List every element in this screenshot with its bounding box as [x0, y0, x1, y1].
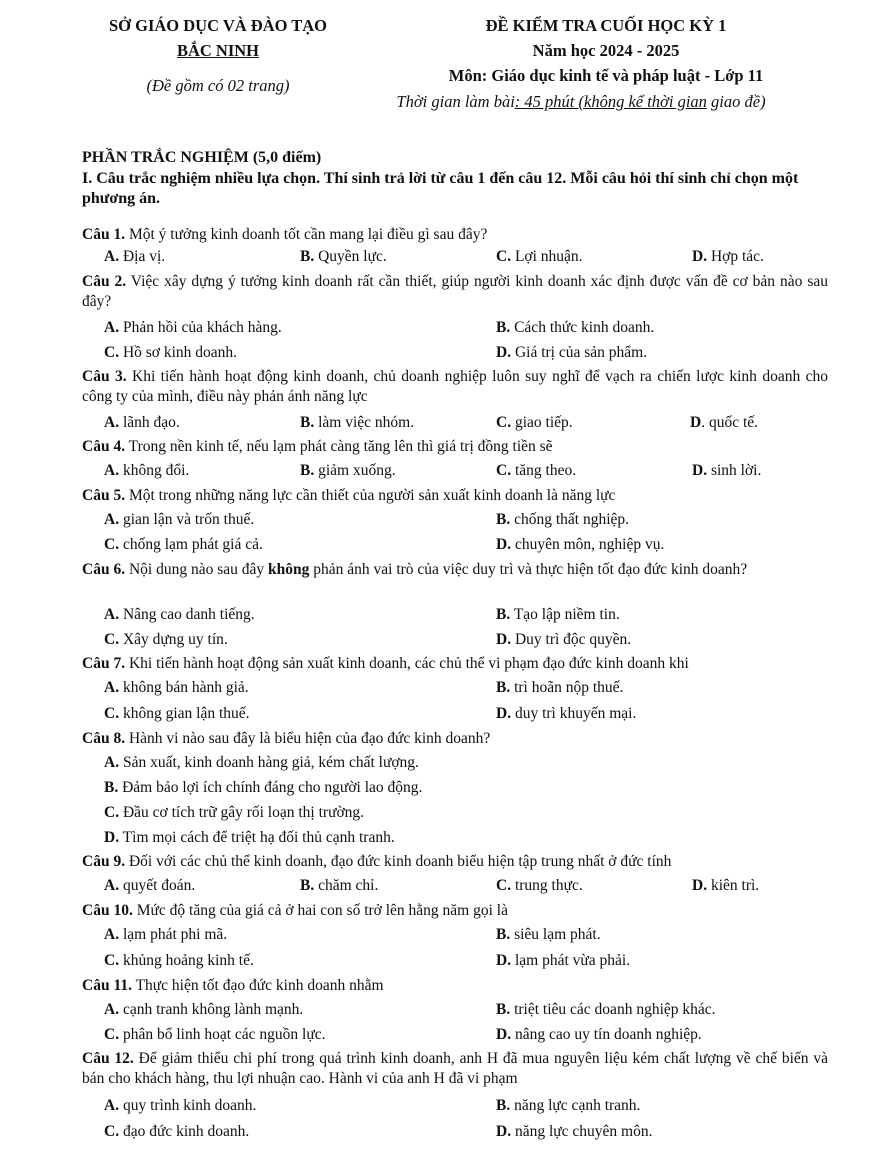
option-1c — [496, 247, 583, 267]
option-2d — [496, 343, 647, 363]
option-8b — [104, 778, 422, 798]
option-text: khủng hoảng kinh tế. — [119, 952, 254, 969]
option-key: B. — [496, 926, 511, 943]
option-11c — [104, 1025, 325, 1045]
option-text: cạnh tranh không lành mạnh. — [119, 1001, 304, 1018]
option-key: B. — [300, 248, 315, 265]
option-6b — [496, 605, 620, 625]
option-key: C. — [496, 414, 512, 431]
option-8d — [104, 828, 395, 848]
option-text: duy trì khuyến mại. — [511, 705, 637, 722]
option-key: A. — [104, 679, 120, 696]
option-key: D. — [692, 462, 708, 479]
option-text: Đầu cơ tích trữ gây rối loạn thị trường. — [119, 804, 365, 821]
option-key: A. — [104, 248, 120, 265]
option-6d — [496, 630, 631, 650]
option-key: B. — [300, 462, 315, 479]
option-key: A. — [104, 462, 120, 479]
option-text: Sản xuất, kinh doanh hàng giả, kém chất lượng. — [119, 754, 419, 771]
option-text: lãnh đạo. — [119, 414, 180, 431]
option-text: năng lực chuyên môn. — [511, 1123, 653, 1140]
question-1 — [82, 225, 487, 245]
option-text: chuyên môn, nghiệp vụ. — [511, 536, 665, 553]
option-key: A. — [104, 754, 120, 771]
option-9b — [300, 876, 378, 896]
option-text: Cách thức kinh doanh. — [510, 319, 655, 336]
option-key: C. — [104, 631, 120, 648]
option-5a — [104, 510, 254, 530]
option-text: Duy trì độc quyền. — [511, 631, 632, 648]
option-7a — [104, 678, 249, 698]
option-3b — [300, 413, 414, 433]
option-3d — [690, 413, 758, 433]
question-label: Câu 3. — [82, 368, 127, 385]
option-6c — [104, 630, 228, 650]
option-4c — [496, 461, 576, 481]
option-text: đạo đức kinh doanh. — [119, 1123, 250, 1140]
question-label: Câu 4. — [82, 438, 126, 455]
option-text: làm việc nhóm. — [314, 414, 415, 431]
option-key: C. — [496, 462, 512, 479]
option-8a — [104, 753, 419, 773]
option-2a — [104, 318, 282, 338]
option-key: A. — [104, 926, 120, 943]
option-key: A. — [104, 606, 120, 623]
option-4a — [104, 461, 189, 481]
time-suffix: giao đề) — [706, 92, 766, 111]
option-6a — [104, 605, 255, 625]
option-4d — [692, 461, 761, 481]
option-8c — [104, 803, 364, 823]
option-key: B. — [496, 319, 511, 336]
question-emphasis: không — [268, 561, 310, 578]
question-label: Câu 5. — [82, 487, 126, 504]
option-key: D. — [692, 248, 708, 265]
option-key: B. — [496, 1097, 511, 1114]
question-label: Câu 8. — [82, 730, 126, 747]
option-9d — [692, 876, 759, 896]
question-text: Đối với các chủ thể kinh doanh, đạo đức kinh doanh biểu hiện tập trung nhất ở đức tính — [125, 853, 672, 870]
option-4b — [300, 461, 396, 481]
option-key: A. — [104, 414, 120, 431]
option-key: D — [690, 414, 702, 431]
option-text: Xây dựng uy tín. — [119, 631, 228, 648]
option-key: D. — [496, 631, 512, 648]
question-7 — [82, 654, 689, 674]
option-1a — [104, 247, 165, 267]
question-text: Một trong những năng lực cần thiết của người sản xuất kinh doanh là năng lực — [125, 487, 616, 504]
option-text: quyết đoán. — [119, 877, 196, 894]
option-3c — [496, 413, 573, 433]
option-text: Nâng cao danh tiếng. — [119, 606, 255, 623]
option-12d — [496, 1122, 653, 1142]
department-name: SỞ GIÁO DỤC VÀ ĐÀO TẠO — [108, 16, 328, 35]
option-text: gian lận và trốn thuế. — [119, 511, 255, 528]
option-10b — [496, 925, 601, 945]
option-key: A. — [104, 1001, 120, 1018]
time-line — [396, 92, 765, 112]
option-text: . quốc tế. — [701, 414, 759, 431]
option-text: lạm phát vừa phải. — [511, 952, 631, 969]
question-label: Câu 7. — [82, 655, 126, 672]
option-text: Quyền lực. — [314, 248, 387, 265]
option-text: Đảm bảo lợi ích chính đáng cho người lao động. — [118, 779, 423, 796]
question-text: Để giảm thiểu chi phí trong quá trình kinh doanh, anh H đã mua nguyên liệu kém chất lượng về chế biến và bán cho khách hàng, thu lợi nhuận cao. Hành vi của anh H đã vi phạm — [82, 1050, 828, 1087]
option-9c — [496, 876, 583, 896]
question-8 — [82, 729, 490, 749]
question-3 — [82, 367, 828, 407]
option-text: giảm xuống. — [314, 462, 396, 479]
province-name: BẮC NINH — [176, 41, 260, 60]
option-key: C. — [104, 344, 120, 361]
option-12a — [104, 1096, 256, 1116]
option-1b — [300, 247, 387, 267]
option-text: quy trình kinh doanh. — [119, 1097, 257, 1114]
option-2c — [104, 343, 237, 363]
option-key: C. — [104, 536, 120, 553]
option-text: chống lạm phát giá cả. — [119, 536, 263, 553]
question-text: Hành vi nào sau đây là biểu hiện của đạo đức kinh doanh? — [125, 730, 491, 747]
option-text: không gian lận thuế. — [119, 705, 250, 722]
question-10 — [82, 901, 508, 921]
option-key: B. — [300, 877, 315, 894]
option-text: Giá trị của sản phẩm. — [511, 344, 648, 361]
question-4 — [82, 437, 553, 457]
option-key: D. — [496, 344, 512, 361]
option-text: Hồ sơ kinh doanh. — [119, 344, 238, 361]
question-text: Khi tiến hành hoạt động sản xuất kinh doanh, các chủ thể vi phạm đạo đức kinh doanh khi — [125, 655, 689, 672]
option-text: nâng cao uy tín doanh nghiệp. — [511, 1026, 702, 1043]
option-10a — [104, 925, 227, 945]
option-key: B. — [496, 606, 511, 623]
option-text: giao tiếp. — [511, 414, 573, 431]
question-text: Mức độ tăng của giá cả ở hai con số trở lên hằng năm gọi là — [132, 902, 508, 919]
option-11a — [104, 1000, 303, 1020]
option-text: chống thất nghiệp. — [510, 511, 630, 528]
question-text: Việc xây dựng ý tưởng kinh doanh rất cần thiết, giúp người kinh doanh xác định được vấn đề cơ bản nào sau đây? — [82, 273, 828, 310]
option-text: năng lực cạnh tranh. — [510, 1097, 641, 1114]
option-key: D. — [496, 952, 512, 969]
option-7c — [104, 704, 250, 724]
option-key: D. — [496, 536, 512, 553]
question-5 — [82, 486, 615, 506]
time-prefix: Thời gian làm bài — [396, 92, 515, 111]
question-text: Nội dung nào sau đây — [125, 561, 268, 578]
question-text: Khi tiến hành hoạt động kinh doanh, chủ doanh nghiệp luôn suy nghĩ để vạch ra chiến lược kinh doanh cho công ty của mình, điều này phản ánh năng lực — [82, 368, 828, 405]
question-text: Thực hiện tốt đạo đức kinh doanh nhằm — [131, 977, 384, 994]
option-12c — [104, 1122, 249, 1142]
question-text: phản ánh vai trò của việc duy trì và thực hiện tốt đạo đức kinh doanh? — [309, 561, 748, 578]
option-key: D. — [496, 1026, 512, 1043]
exam-title: ĐỀ KIỂM TRA CUỐI HỌC KỲ 1 — [485, 16, 727, 35]
option-text: tăng theo. — [511, 462, 577, 479]
question-label: Câu 9. — [82, 853, 126, 870]
option-text: phân bổ linh hoạt các nguồn lực. — [119, 1026, 326, 1043]
option-text: Tìm mọi cách để triệt hạ đối thủ cạnh tranh. — [119, 829, 395, 846]
pages-note: (Đề gồm có 02 trang) — [146, 76, 290, 95]
option-text: lạm phát phi mã. — [119, 926, 228, 943]
option-text: trì hoãn nộp thuế. — [510, 679, 624, 696]
question-9 — [82, 852, 671, 872]
option-3a — [104, 413, 180, 433]
question-label: Câu 1. — [82, 226, 126, 243]
option-9a — [104, 876, 195, 896]
option-text: sinh lời. — [707, 462, 762, 479]
option-text: không bán hành giả. — [119, 679, 249, 696]
option-12b — [496, 1096, 640, 1116]
question-11 — [82, 976, 384, 996]
option-text: Lợi nhuận. — [511, 248, 583, 265]
question-text: Trong nền kinh tế, nếu lạm phát càng tăng lên thì giá trị đồng tiền sẽ — [125, 438, 553, 455]
option-5b — [496, 510, 629, 530]
section-instruction: I. Câu trắc nghiệm nhiều lựa chọn. Thí sinh trả lời từ câu 1 đến câu 12. Mỗi câu hỏi thí sinh chỉ chọn một phương án. — [82, 170, 799, 207]
option-key: C. — [104, 1123, 120, 1140]
option-text: không đổi. — [119, 462, 190, 479]
option-key: A. — [104, 511, 120, 528]
option-key: D. — [104, 829, 120, 846]
option-key: B. — [104, 779, 119, 796]
option-key: A. — [104, 319, 120, 336]
question-6 — [82, 560, 828, 580]
option-key: C. — [104, 952, 120, 969]
option-key: A. — [104, 877, 120, 894]
question-2 — [82, 272, 828, 312]
option-key: B. — [496, 1001, 511, 1018]
option-key: B. — [496, 511, 511, 528]
option-key: D. — [692, 877, 708, 894]
subject-line: Môn: Giáo dục kinh tế và pháp luật - Lớp 11 — [448, 66, 764, 85]
option-key: A. — [104, 1097, 120, 1114]
option-text: triệt tiêu các doanh nghiệp khác. — [510, 1001, 716, 1018]
time-value: : 45 phút (không kể thời gian — [514, 92, 707, 111]
option-11d — [496, 1025, 702, 1045]
option-text: chăm chỉ. — [314, 877, 379, 894]
option-5c — [104, 535, 263, 555]
question-label: Câu 6. — [82, 561, 126, 578]
option-11b — [496, 1000, 716, 1020]
option-1d — [692, 247, 764, 267]
option-5d — [496, 535, 664, 555]
option-key: B. — [300, 414, 315, 431]
option-text: trung thực. — [511, 877, 583, 894]
option-text: Phản hồi của khách hàng. — [119, 319, 282, 336]
option-text: Hợp tác. — [707, 248, 764, 265]
section-title: PHẦN TRẮC NGHIỆM (5,0 điểm) — [82, 149, 322, 166]
option-key: C. — [104, 705, 120, 722]
option-10d — [496, 951, 630, 971]
option-key: C. — [104, 804, 120, 821]
question-label: Câu 2. — [82, 273, 127, 290]
option-10c — [104, 951, 254, 971]
option-key: C. — [496, 248, 512, 265]
question-text: Một ý tưởng kinh doanh tốt cần mang lại điều gì sau đây? — [125, 226, 488, 243]
option-key: D. — [496, 705, 512, 722]
option-text: Tạo lập niềm tin. — [510, 606, 620, 623]
option-7d — [496, 704, 636, 724]
option-key: B. — [496, 679, 511, 696]
option-7b — [496, 678, 623, 698]
question-label: Câu 12. — [82, 1050, 134, 1067]
option-text: kiên trì. — [707, 877, 760, 894]
option-key: C. — [496, 877, 512, 894]
option-text: Địa vị. — [119, 248, 166, 265]
school-year: Năm học 2024 - 2025 — [532, 41, 680, 60]
option-key: C. — [104, 1026, 120, 1043]
question-label: Câu 11. — [82, 977, 132, 994]
question-label: Câu 10. — [82, 902, 133, 919]
option-2b — [496, 318, 654, 338]
option-text: siêu lạm phát. — [510, 926, 601, 943]
option-key: D. — [496, 1123, 512, 1140]
question-12 — [82, 1049, 828, 1089]
